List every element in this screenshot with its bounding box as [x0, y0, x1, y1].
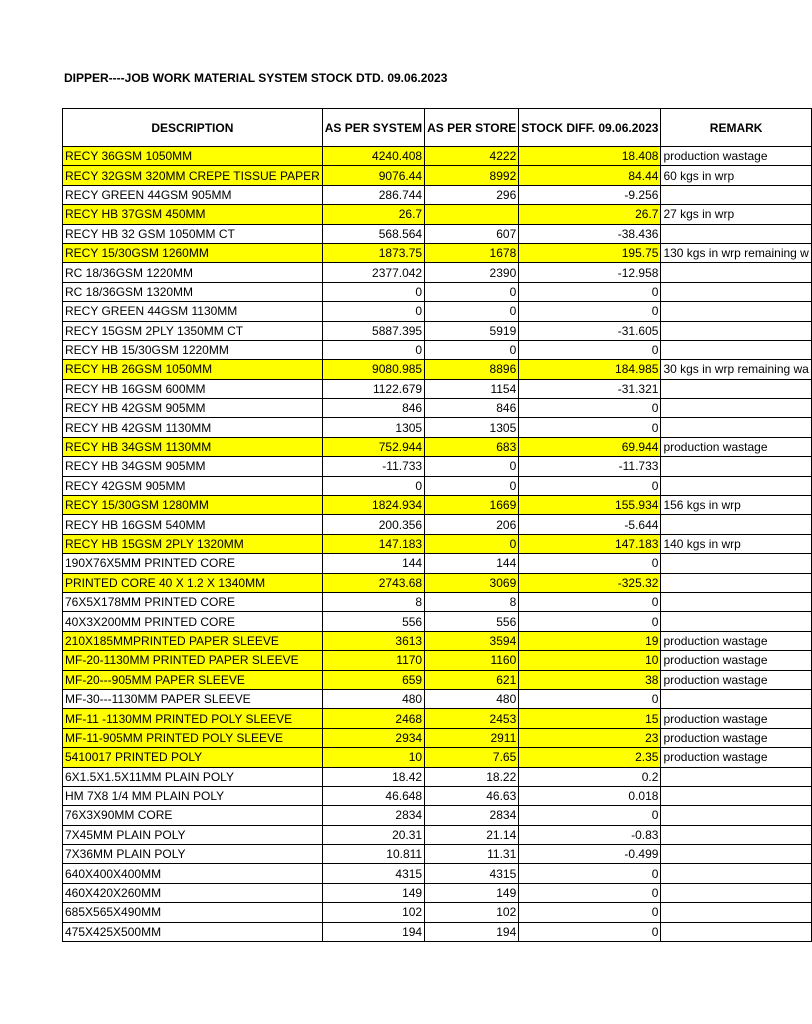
cell-remark: production wastage	[661, 670, 811, 689]
cell-description: RECY HB 34GSM 1130MM	[63, 437, 323, 456]
cell-description: 685X565X490MM	[63, 903, 323, 922]
table-row	[63, 903, 812, 922]
cell-description: RECY 15/30GSM 1280MM	[63, 496, 323, 515]
cell-remark: production wastage	[661, 631, 811, 650]
cell-stock-diff: 0	[519, 922, 661, 941]
cell-description: 475X425X500MM	[63, 922, 323, 941]
cell-description: RECY HB 16GSM 540MM	[63, 515, 323, 534]
cell-stock-diff: 0	[519, 282, 661, 301]
cell-remark: 156 kgs in wrp	[661, 496, 811, 515]
cell-as-per-store: 18.22	[425, 767, 519, 786]
header-as-per-store: AS PER STORE	[425, 109, 519, 147]
cell-stock-diff: -0.499	[519, 845, 661, 864]
cell-stock-diff: -38.436	[519, 224, 661, 243]
cell-as-per-store: 8	[425, 592, 519, 611]
table-row	[63, 418, 812, 437]
cell-remark	[661, 263, 811, 282]
table-row	[63, 573, 812, 592]
cell-as-per-store: 206	[425, 515, 519, 534]
cell-as-per-system: 149	[322, 883, 424, 902]
cell-stock-diff: 0	[519, 612, 661, 631]
table-row	[63, 592, 812, 611]
cell-as-per-store: 4222	[425, 147, 519, 166]
table-row	[63, 534, 812, 553]
cell-description: 190X76X5MM PRINTED CORE	[63, 554, 323, 573]
table-row	[63, 651, 812, 670]
cell-stock-diff: 0	[519, 554, 661, 573]
cell-remark	[661, 592, 811, 611]
cell-description: 7X45MM PLAIN POLY	[63, 825, 323, 844]
cell-as-per-store: 2453	[425, 709, 519, 728]
cell-description: MF-20-1130MM PRINTED PAPER SLEEVE	[63, 651, 323, 670]
table-row	[63, 554, 812, 573]
cell-stock-diff: 23	[519, 728, 661, 747]
cell-remark	[661, 379, 811, 398]
cell-stock-diff: 195.75	[519, 243, 661, 262]
cell-stock-diff: 69.944	[519, 437, 661, 456]
cell-as-per-store: 846	[425, 399, 519, 418]
cell-description: PRINTED CORE 40 X 1.2 X 1340MM	[63, 573, 323, 592]
cell-as-per-system: 752.944	[322, 437, 424, 456]
cell-description: RC 18/36GSM 1220MM	[63, 263, 323, 282]
cell-description: RECY HB 42GSM 1130MM	[63, 418, 323, 437]
cell-as-per-system: 20.31	[322, 825, 424, 844]
cell-as-per-store: 0	[425, 534, 519, 553]
cell-remark: 140 kgs in wrp	[661, 534, 811, 553]
cell-as-per-system: 4315	[322, 864, 424, 883]
cell-stock-diff: -31.605	[519, 321, 661, 340]
cell-as-per-system: 2468	[322, 709, 424, 728]
cell-remark	[661, 282, 811, 301]
cell-stock-diff: 15	[519, 709, 661, 728]
cell-remark	[661, 883, 811, 902]
table-row	[63, 728, 812, 747]
cell-stock-diff: 0	[519, 302, 661, 321]
cell-as-per-store: 21.14	[425, 825, 519, 844]
cell-remark: production wastage	[661, 651, 811, 670]
cell-description: RC 18/36GSM 1320MM	[63, 282, 323, 301]
table-row	[63, 845, 812, 864]
cell-description: RECY GREEN 44GSM 905MM	[63, 185, 323, 204]
cell-as-per-store: 3069	[425, 573, 519, 592]
cell-description: 40X3X200MM PRINTED CORE	[63, 612, 323, 631]
cell-stock-diff: -325.32	[519, 573, 661, 592]
cell-as-per-system: 8	[322, 592, 424, 611]
cell-remark	[661, 457, 811, 476]
cell-as-per-system: -11.733	[322, 457, 424, 476]
cell-remark	[661, 476, 811, 495]
table-row	[63, 476, 812, 495]
cell-as-per-system: 147.183	[322, 534, 424, 553]
cell-remark	[661, 399, 811, 418]
cell-as-per-store: 11.31	[425, 845, 519, 864]
cell-as-per-system: 2834	[322, 806, 424, 825]
cell-description: MF-11-905MM PRINTED POLY SLEEVE	[63, 728, 323, 747]
table-row	[63, 922, 812, 941]
table-row	[63, 321, 812, 340]
cell-stock-diff: -11.733	[519, 457, 661, 476]
header-stock-diff: STOCK DIFF. 09.06.2023	[519, 109, 661, 147]
cell-stock-diff: 38	[519, 670, 661, 689]
cell-stock-diff: 0	[519, 592, 661, 611]
cell-as-per-store: 194	[425, 922, 519, 941]
cell-as-per-system: 46.648	[322, 786, 424, 805]
cell-as-per-store: 480	[425, 689, 519, 708]
table-row	[63, 437, 812, 456]
cell-as-per-system: 568.564	[322, 224, 424, 243]
table-row	[63, 515, 812, 534]
cell-description: RECY HB 15GSM 2PLY 1320MM	[63, 534, 323, 553]
cell-as-per-system: 144	[322, 554, 424, 573]
cell-remark	[661, 515, 811, 534]
header-description: DESCRIPTION	[63, 109, 323, 147]
cell-as-per-system: 200.356	[322, 515, 424, 534]
table-row	[63, 360, 812, 379]
table-row	[63, 612, 812, 631]
table-row	[63, 185, 812, 204]
cell-as-per-store: 1678	[425, 243, 519, 262]
cell-as-per-system: 1170	[322, 651, 424, 670]
cell-as-per-store: 556	[425, 612, 519, 631]
cell-as-per-store: 102	[425, 903, 519, 922]
cell-as-per-store: 1305	[425, 418, 519, 437]
cell-description: RECY HB 32 GSM 1050MM CT	[63, 224, 323, 243]
cell-as-per-system: 2377.042	[322, 263, 424, 282]
table-row	[63, 340, 812, 359]
cell-as-per-system: 0	[322, 282, 424, 301]
cell-description: 5410017 PRINTED POLY	[63, 748, 323, 767]
cell-description: RECY HB 16GSM 600MM	[63, 379, 323, 398]
cell-as-per-system: 10.811	[322, 845, 424, 864]
stock-table	[62, 108, 812, 942]
cell-description: RECY HB 26GSM 1050MM	[63, 360, 323, 379]
cell-as-per-store: 296	[425, 185, 519, 204]
table-body	[63, 147, 812, 942]
cell-remark	[661, 302, 811, 321]
cell-as-per-store: 1669	[425, 496, 519, 515]
cell-description: MF-30---1130MM PAPER SLEEVE	[63, 689, 323, 708]
cell-as-per-store: 46.63	[425, 786, 519, 805]
cell-stock-diff: 0	[519, 689, 661, 708]
cell-as-per-system: 846	[322, 399, 424, 418]
cell-description: MF-20---905MM PAPER SLEEVE	[63, 670, 323, 689]
cell-as-per-store	[425, 205, 519, 224]
cell-stock-diff: 184.985	[519, 360, 661, 379]
cell-remark	[661, 903, 811, 922]
table-row	[63, 786, 812, 805]
cell-remark	[661, 612, 811, 631]
cell-as-per-system: 4240.408	[322, 147, 424, 166]
table-row	[63, 689, 812, 708]
cell-stock-diff: 18.408	[519, 147, 661, 166]
table-row	[63, 748, 812, 767]
cell-as-per-store: 2834	[425, 806, 519, 825]
cell-stock-diff: 10	[519, 651, 661, 670]
table-header-row	[63, 109, 812, 147]
cell-as-per-system: 9076.44	[322, 166, 424, 185]
cell-as-per-store: 7.65	[425, 748, 519, 767]
cell-description: RECY GREEN 44GSM 1130MM	[63, 302, 323, 321]
cell-as-per-store: 149	[425, 883, 519, 902]
cell-stock-diff: 0	[519, 883, 661, 902]
cell-remark	[661, 864, 811, 883]
table-row	[63, 457, 812, 476]
cell-remark: production wastage	[661, 709, 811, 728]
cell-as-per-store: 0	[425, 476, 519, 495]
cell-remark	[661, 573, 811, 592]
header-remark: REMARK	[661, 109, 811, 147]
cell-as-per-system: 194	[322, 922, 424, 941]
cell-stock-diff: 2.35	[519, 748, 661, 767]
cell-as-per-store: 0	[425, 302, 519, 321]
table-row	[63, 883, 812, 902]
cell-as-per-store: 0	[425, 282, 519, 301]
cell-stock-diff: -31.321	[519, 379, 661, 398]
cell-remark: 130 kgs in wrp remaining w	[661, 243, 811, 262]
cell-remark	[661, 786, 811, 805]
cell-remark	[661, 806, 811, 825]
cell-as-per-store: 1160	[425, 651, 519, 670]
cell-description: RECY 15GSM 2PLY 1350MM CT	[63, 321, 323, 340]
table-row	[63, 263, 812, 282]
cell-as-per-system: 102	[322, 903, 424, 922]
cell-as-per-store: 8896	[425, 360, 519, 379]
cell-stock-diff: 0	[519, 399, 661, 418]
cell-as-per-system: 1873.75	[322, 243, 424, 262]
header-as-per-system: AS PER SYSTEM	[322, 109, 424, 147]
cell-description: 7X36MM PLAIN POLY	[63, 845, 323, 864]
cell-stock-diff: 0	[519, 476, 661, 495]
cell-remark	[661, 418, 811, 437]
cell-as-per-system: 1305	[322, 418, 424, 437]
cell-description: 460X420X260MM	[63, 883, 323, 902]
cell-as-per-store: 621	[425, 670, 519, 689]
cell-as-per-store: 5919	[425, 321, 519, 340]
cell-description: RECY 32GSM 320MM CREPE TISSUE PAPER	[63, 166, 323, 185]
cell-as-per-system: 1824.934	[322, 496, 424, 515]
cell-remark	[661, 767, 811, 786]
cell-remark: 27 kgs in wrp	[661, 205, 811, 224]
cell-as-per-system: 1122.679	[322, 379, 424, 398]
cell-as-per-store: 1154	[425, 379, 519, 398]
table-row	[63, 670, 812, 689]
cell-stock-diff: 0	[519, 806, 661, 825]
cell-remark	[661, 554, 811, 573]
cell-as-per-system: 480	[322, 689, 424, 708]
table-row	[63, 147, 812, 166]
cell-description: RECY 15/30GSM 1260MM	[63, 243, 323, 262]
cell-stock-diff: 0.2	[519, 767, 661, 786]
table-row	[63, 806, 812, 825]
cell-as-per-store: 683	[425, 437, 519, 456]
table-row	[63, 243, 812, 262]
cell-as-per-system: 2934	[322, 728, 424, 747]
cell-as-per-system: 26.7	[322, 205, 424, 224]
cell-stock-diff: -5.644	[519, 515, 661, 534]
cell-remark: production wastage	[661, 147, 811, 166]
document-title: DIPPER----JOB WORK MATERIAL SYSTEM STOCK DTD. 09.06.2023	[64, 71, 448, 85]
cell-as-per-store: 4315	[425, 864, 519, 883]
cell-stock-diff: 84.44	[519, 166, 661, 185]
cell-remark: production wastage	[661, 748, 811, 767]
cell-as-per-system: 659	[322, 670, 424, 689]
cell-as-per-store: 3594	[425, 631, 519, 650]
cell-as-per-system: 0	[322, 476, 424, 495]
table-row	[63, 631, 812, 650]
cell-remark	[661, 321, 811, 340]
cell-description: RECY HB 42GSM 905MM	[63, 399, 323, 418]
cell-as-per-system: 0	[322, 302, 424, 321]
cell-description: RECY 42GSM 905MM	[63, 476, 323, 495]
cell-as-per-system: 5887.395	[322, 321, 424, 340]
cell-stock-diff: 0.018	[519, 786, 661, 805]
cell-description: RECY HB 37GSM 450MM	[63, 205, 323, 224]
cell-remark	[661, 340, 811, 359]
cell-stock-diff: 0	[519, 340, 661, 359]
cell-as-per-store: 2911	[425, 728, 519, 747]
cell-stock-diff: 155.934	[519, 496, 661, 515]
cell-description: 76X3X90MM CORE	[63, 806, 323, 825]
cell-stock-diff: -9.256	[519, 185, 661, 204]
cell-as-per-system: 556	[322, 612, 424, 631]
cell-description: RECY HB 15/30GSM 1220MM	[63, 340, 323, 359]
table-row	[63, 379, 812, 398]
cell-stock-diff: 0	[519, 903, 661, 922]
table-row	[63, 302, 812, 321]
cell-stock-diff: -12.958	[519, 263, 661, 282]
cell-as-per-store: 2390	[425, 263, 519, 282]
cell-as-per-store: 8992	[425, 166, 519, 185]
table-row	[63, 864, 812, 883]
cell-remark	[661, 825, 811, 844]
cell-stock-diff: 147.183	[519, 534, 661, 553]
cell-as-per-system: 3613	[322, 631, 424, 650]
cell-stock-diff: 19	[519, 631, 661, 650]
cell-description: 6X1.5X1.5X11MM PLAIN POLY	[63, 767, 323, 786]
cell-description: 210X185MMPRINTED PAPER SLEEVE	[63, 631, 323, 650]
table-row	[63, 709, 812, 728]
cell-stock-diff: 0	[519, 864, 661, 883]
cell-as-per-system: 2743.68	[322, 573, 424, 592]
cell-remark	[661, 185, 811, 204]
table-row	[63, 224, 812, 243]
cell-as-per-system: 9080.985	[322, 360, 424, 379]
cell-as-per-store: 0	[425, 457, 519, 476]
cell-as-per-store: 607	[425, 224, 519, 243]
cell-stock-diff: -0.83	[519, 825, 661, 844]
table-row	[63, 205, 812, 224]
cell-as-per-system: 10	[322, 748, 424, 767]
cell-remark	[661, 922, 811, 941]
cell-as-per-system: 18.42	[322, 767, 424, 786]
cell-description: HM 7X8 1/4 MM PLAIN POLY	[63, 786, 323, 805]
cell-remark	[661, 224, 811, 243]
table-row	[63, 767, 812, 786]
cell-remark: 60 kgs in wrp	[661, 166, 811, 185]
cell-stock-diff: 26.7	[519, 205, 661, 224]
cell-remark	[661, 689, 811, 708]
cell-description: RECY 36GSM 1050MM	[63, 147, 323, 166]
cell-remark: 30 kgs in wrp remaining wa	[661, 360, 811, 379]
cell-description: 640X400X400MM	[63, 864, 323, 883]
cell-description: MF-11 -1130MM PRINTED POLY SLEEVE	[63, 709, 323, 728]
table-row	[63, 825, 812, 844]
cell-remark: production wastage	[661, 728, 811, 747]
cell-description: 76X5X178MM PRINTED CORE	[63, 592, 323, 611]
cell-remark: production wastage	[661, 437, 811, 456]
cell-stock-diff: 0	[519, 418, 661, 437]
cell-as-per-system: 0	[322, 340, 424, 359]
cell-as-per-system: 286.744	[322, 185, 424, 204]
cell-as-per-store: 144	[425, 554, 519, 573]
table-row	[63, 166, 812, 185]
cell-description: RECY HB 34GSM 905MM	[63, 457, 323, 476]
cell-as-per-store: 0	[425, 340, 519, 359]
table-row	[63, 496, 812, 515]
table-row	[63, 399, 812, 418]
cell-remark	[661, 845, 811, 864]
table-row	[63, 282, 812, 301]
